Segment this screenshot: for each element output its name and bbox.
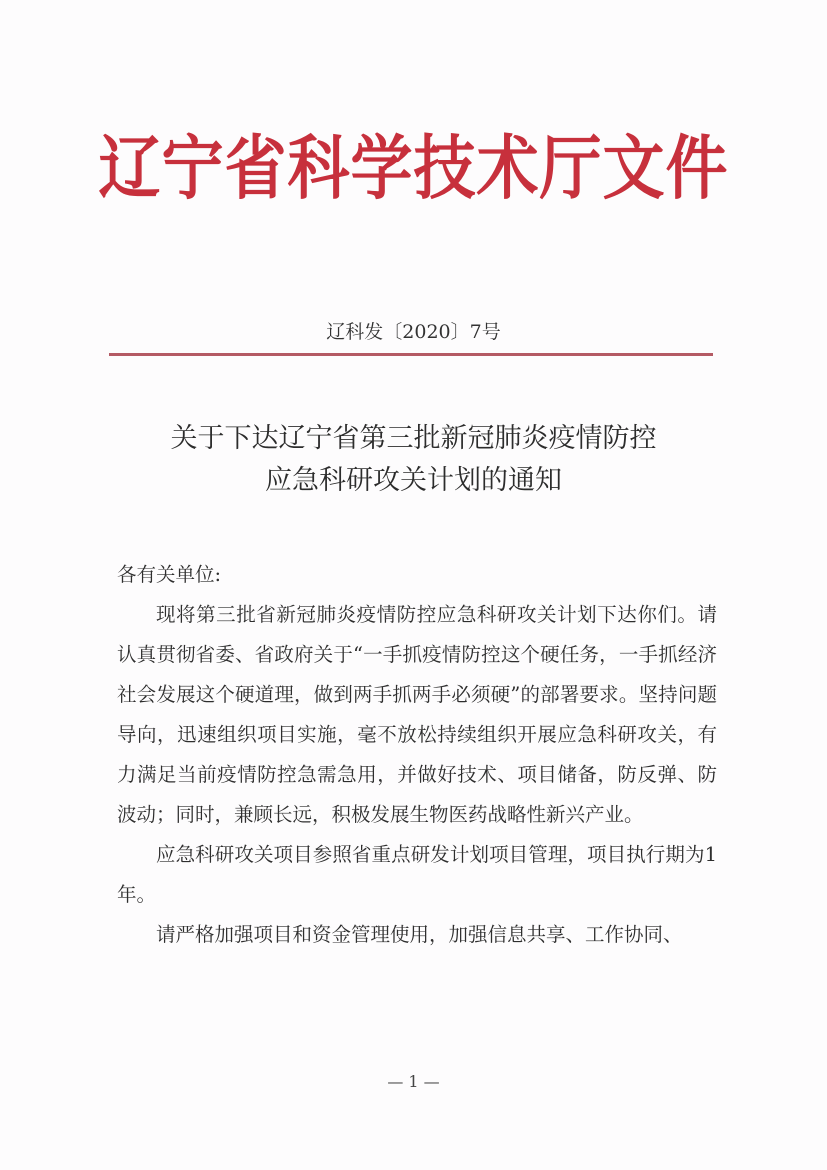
title-line-2: 应急科研攻关计划的通知: [265, 465, 562, 496]
salutation: 各有关单位:: [117, 563, 222, 586]
page-number: — 1 —: [387, 1072, 440, 1091]
document-title: [0, 418, 827, 502]
title-line-1: 关于下达辽宁省第三批新冠肺炎疫情防控: [170, 423, 657, 454]
body-paragraph-2: 应急科研攻关项目参照省重点研发计划项目管理，项目执行期为1年。: [117, 843, 717, 906]
body-paragraph-1: 现将第三批省新冠肺炎疫情防控应急科研攻关计划下达你们。请认真贯彻省委、省政府关于“一手抓疫情防控这个硬任务，一手抓经济社会发展这个硬道理，做到两手抓两手必须硬”的部署要求。坚持问题导向，迅速组织项目实施，毫不放松持续组织开展应急科研攻关，有力满足当前疫情防控急需急用，并做好技术、项目储备，防反弹、防波动；同时，兼顾长远，积极发展生物医药战略性新兴产业。: [117, 603, 717, 826]
body-paragraph-3: 请严格加强项目和资金管理使用，加强信息共享、工作协同、: [156, 923, 683, 946]
document-masthead: 辽宁省科学技术厅文件: [98, 126, 729, 209]
document-number: 辽科发〔2020〕7号: [326, 321, 501, 343]
document-body: [117, 555, 717, 955]
red-divider-line: [109, 353, 713, 356]
